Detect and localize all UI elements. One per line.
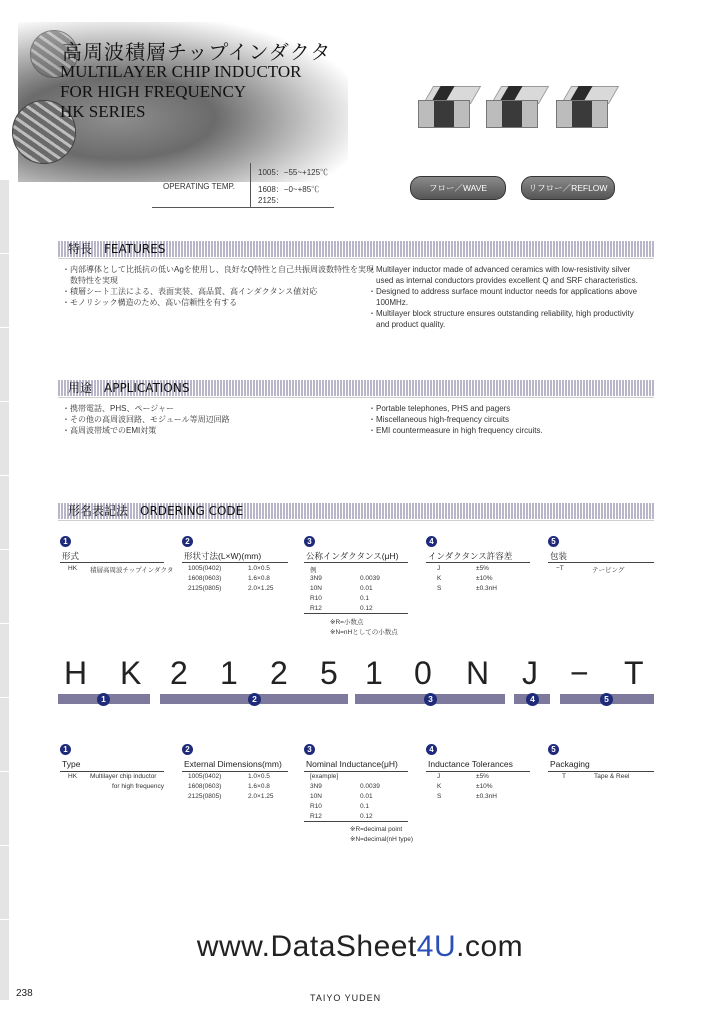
ordering-en-tol-title: Inductance Tolerances: [428, 759, 513, 769]
features-heading-bar: [58, 241, 654, 257]
watermark-prefix: www.DataSheet: [196, 930, 417, 963]
ordering-heading: 形名表記法 ORDERING CODE: [68, 504, 244, 518]
chip-product-image: [556, 86, 614, 126]
ordering-en-ind-note: ※R=decimal point: [350, 826, 403, 833]
ordering-en-dim-size: 2125(0805): [188, 793, 222, 800]
ordering-jp-ind-value: 0.01: [360, 585, 373, 592]
code-char: K: [120, 655, 142, 691]
ordering-en-tol-code: J: [437, 773, 441, 780]
ordering-en-type-rule: [60, 771, 164, 772]
ordering-en-ind-note: ※N=decimal(nH type): [350, 836, 414, 843]
code-group-marker: 2: [248, 693, 261, 706]
code-char: 5: [320, 655, 338, 691]
ordering-jp-number-badge: 4: [426, 536, 437, 547]
applications-heading: 用途 APPLICATIONS: [68, 381, 190, 395]
ordering-en-tol-value: ±5%: [476, 773, 489, 780]
feature-en-item: ・Multilayer block structure ensures outstanding reliability, high productivity: [368, 309, 634, 318]
code-group-marker: 3: [424, 693, 437, 706]
ordering-en-type-desc: for high frequency: [112, 783, 165, 790]
ordering-en-number-badge: 5: [548, 744, 559, 755]
ordering-jp-ind-value: 0.12: [360, 605, 373, 612]
application-en-item: ・Portable telephones, PHS and pagers: [368, 404, 511, 413]
feature-en-item: ・Designed to address surface mount inductor needs for applications above: [368, 287, 638, 296]
ordering-jp-type-code: HK: [68, 565, 78, 572]
watermark-suffix: .com: [456, 930, 524, 963]
ordering-en-number-badge: 4: [426, 744, 437, 755]
ordering-en-ind-code: R12: [310, 813, 322, 820]
ordering-jp-ind-note: ※R=小数点: [330, 619, 364, 626]
features-heading: 特長 FEATURES: [68, 242, 166, 256]
wave-badge: フロー／WAVE: [410, 176, 506, 200]
ordering-en-dim-size: 1005(0402): [188, 773, 222, 780]
ordering-en-tol-code: K: [437, 783, 442, 790]
ordering-jp-dim-size: 2125(0805): [188, 585, 222, 592]
watermark-highlight: 4U: [416, 930, 457, 963]
watermark-link[interactable]: [0, 930, 720, 964]
operating-temp-label: OPERATING TEMP.: [163, 182, 236, 191]
ordering-en-number-badge: 2: [182, 744, 193, 755]
features-rule: [58, 258, 654, 259]
feature-en-item: 100MHz.: [368, 298, 409, 307]
ordering-jp-tol-value: ±5%: [476, 565, 489, 572]
ordering-en-ind-code: 3N9: [310, 783, 322, 790]
ordering-en-ind-bottom-rule: [304, 821, 408, 822]
code-char: 2: [170, 655, 188, 691]
brand-name: TAIYO YUDEN: [310, 993, 382, 1003]
code-group-marker: 4: [526, 693, 539, 706]
ordering-en-dim-size: 1608(0603): [188, 783, 222, 790]
code-char: 0: [414, 655, 432, 691]
ordering-jp-ind-bottom-rule: [304, 613, 408, 614]
ordering-jp-type-desc: 積層高周波チップインダクタ: [90, 567, 174, 574]
ordering-en-ind-value: 0.1: [360, 803, 370, 810]
ordering-jp-number-badge: 1: [60, 536, 71, 547]
code-group-marker: 1: [97, 693, 110, 706]
ordering-en-number-badge: 3: [304, 744, 315, 755]
ordering-jp-number-badge: 3: [304, 536, 315, 547]
ordering-jp-ind-value: 0.1: [360, 595, 370, 602]
operating-temp-row: 1005：−55~+125℃: [258, 168, 329, 177]
operating-temp-row: 2125：: [258, 196, 284, 205]
code-char: 1: [220, 655, 238, 691]
ordering-en-type-desc: Multilayer chip inductor: [90, 773, 157, 780]
ordering-en-tol-value: ±0.3nH: [476, 793, 497, 800]
ordering-jp-ind-title: 公称インダクタンス(μH): [306, 551, 399, 561]
ordering-en-pkg-desc: Tape & Reel: [594, 773, 630, 780]
ordering-jp-type-rule: [60, 562, 164, 563]
code-char: N: [466, 655, 490, 691]
ordering-jp-tol-rule: [426, 562, 530, 563]
page-number: 238: [16, 988, 33, 999]
ordering-jp-tol-code: S: [437, 585, 442, 592]
ordering-en-dim-title: External Dimensions(mm): [184, 759, 282, 769]
ordering-en-tol-code: S: [437, 793, 442, 800]
ordering-jp-ind-code: R10: [310, 595, 322, 602]
ordering-jp-dim-value: 2.0×1.25: [248, 585, 274, 592]
ordering-jp-dim-value: 1.6×0.8: [248, 575, 270, 582]
ordering-en-type-title: Type: [62, 759, 81, 769]
applications-rule: [58, 397, 654, 398]
feature-jp-item: ・モノリシック構造のため、高い信頼性を有する: [62, 298, 238, 307]
ordering-jp-number-badge: 2: [182, 536, 193, 547]
ordering-jp-pkg-code: −T: [556, 565, 564, 572]
ordering-jp-dim-value: 1.0×0.5: [248, 565, 270, 572]
feature-en-item: ・Multilayer inductor made of advanced ceramics with low-resistivity silver: [368, 265, 631, 274]
applications-heading-bar: [58, 380, 654, 396]
ordering-en-pkg-title: Packaging: [550, 759, 590, 769]
ordering-jp-ind-code: 10N: [310, 585, 322, 592]
ordering-en-pkg-rule: [548, 771, 654, 772]
feature-en-item: used as internal conductors provides excellent Q and SRF characteristics.: [368, 276, 638, 285]
code-char: 2: [270, 655, 288, 691]
ordering-en-ind-code: R10: [310, 803, 322, 810]
ordering-jp-type-title: 形式: [62, 551, 80, 561]
ordering-en-ind-code: 10N: [310, 793, 322, 800]
code-char: 1: [365, 655, 383, 691]
title-jp: 高周波積層チップインダクタ: [62, 40, 332, 64]
ordering-jp-dim-size: 1608(0603): [188, 575, 222, 582]
ordering-jp-dim-size: 1005(0402): [188, 565, 222, 572]
ordering-en-tol-rule: [426, 771, 530, 772]
ordering-jp-ind-value: 0.0039: [360, 575, 380, 582]
ordering-jp-ind-note: ※N=nHとしての小数点: [330, 629, 398, 636]
ordering-jp-tol-code: J: [437, 565, 441, 572]
title-en-line-3: HK SERIES: [60, 102, 146, 121]
reflow-badge: リフロー／REFLOW: [521, 176, 615, 200]
ordering-en-dim-value: 1.6×0.8: [248, 783, 270, 790]
code-group-marker: 5: [600, 693, 613, 706]
ordering-rule: [58, 520, 654, 521]
ordering-jp-ind-code: R12: [310, 605, 322, 612]
ordering-jp-ind-head: 例: [310, 567, 317, 574]
ordering-en-dim-rule: [182, 771, 288, 772]
title-en-line-2: FOR HIGH FREQUENCY: [60, 82, 247, 101]
feature-jp-item: 数特性を実現: [62, 276, 118, 285]
ordering-jp-dim-rule: [182, 562, 288, 563]
code-char: H: [64, 655, 88, 691]
code-char: −: [570, 655, 589, 691]
chip-product-image: [486, 86, 544, 126]
code-char: J: [522, 655, 538, 691]
ordering-jp-tol-value: ±10%: [476, 575, 493, 582]
ordering-en-ind-head: [example]: [310, 773, 339, 780]
feature-en-item: and product quality.: [368, 320, 446, 329]
ordering-jp-tol-value: ±0.3nH: [476, 585, 497, 592]
application-jp-item: ・高周波帯域でのEMI対策: [62, 426, 157, 435]
ordering-en-pkg-code: T: [562, 773, 566, 780]
ordering-jp-ind-code: 3N9: [310, 575, 322, 582]
application-jp-item: ・その他の高周波回路、モジュール等周辺回路: [62, 415, 230, 424]
ordering-en-ind-value: 0.01: [360, 793, 373, 800]
code-char: T: [624, 655, 644, 691]
ordering-jp-tol-code: K: [437, 575, 442, 582]
ordering-jp-number-badge: 5: [548, 536, 559, 547]
ordering-en-ind-value: 0.12: [360, 813, 373, 820]
ordering-en-number-badge: 1: [60, 744, 71, 755]
ordering-heading-bar: [58, 503, 654, 519]
ordering-jp-ind-rule: [304, 562, 408, 563]
operating-temp-row: 1608：−0~+85℃: [258, 185, 320, 194]
ordering-en-ind-rule: [304, 771, 408, 772]
ordering-en-dim-value: 1.0×0.5: [248, 773, 270, 780]
chip-product-image: [418, 86, 476, 126]
ordering-en-ind-title: Nominal Inductance(μH): [306, 759, 398, 769]
ordering-jp-dim-title: 形状寸法(L×W)(mm): [184, 551, 262, 561]
application-en-item: ・EMI countermeasure in high frequency circuits.: [368, 426, 543, 435]
application-en-item: ・Miscellaneous high-frequency circuits: [368, 415, 509, 424]
operating-temp-divider: [250, 163, 251, 207]
ordering-en-type-code: HK: [68, 773, 78, 780]
page-edge-strip: [0, 180, 9, 1000]
title-en-line-1: MULTILAYER CHIP INDUCTOR: [60, 62, 302, 81]
ordering-en-ind-value: 0.0039: [360, 783, 380, 790]
ordering-jp-pkg-rule: [548, 562, 654, 563]
ordering-jp-pkg-desc: テーピング: [592, 567, 625, 574]
ordering-jp-pkg-title: 包装: [550, 551, 568, 561]
feature-jp-item: ・積層シート工法による、表面実装、高品質、高インダクタンス値対応: [62, 287, 318, 296]
ordering-jp-tol-title: インダクタンス許容差: [428, 551, 513, 561]
ordering-en-dim-value: 2.0×1.25: [248, 793, 274, 800]
application-jp-item: ・携帯電話、PHS、ページャー: [62, 404, 175, 413]
ordering-en-tol-value: ±10%: [476, 783, 493, 790]
feature-jp-item: ・内部導体として比抵抗の低いAgを使用し、良好なQ特性と自己共振周波数特性を実現: [62, 265, 375, 274]
